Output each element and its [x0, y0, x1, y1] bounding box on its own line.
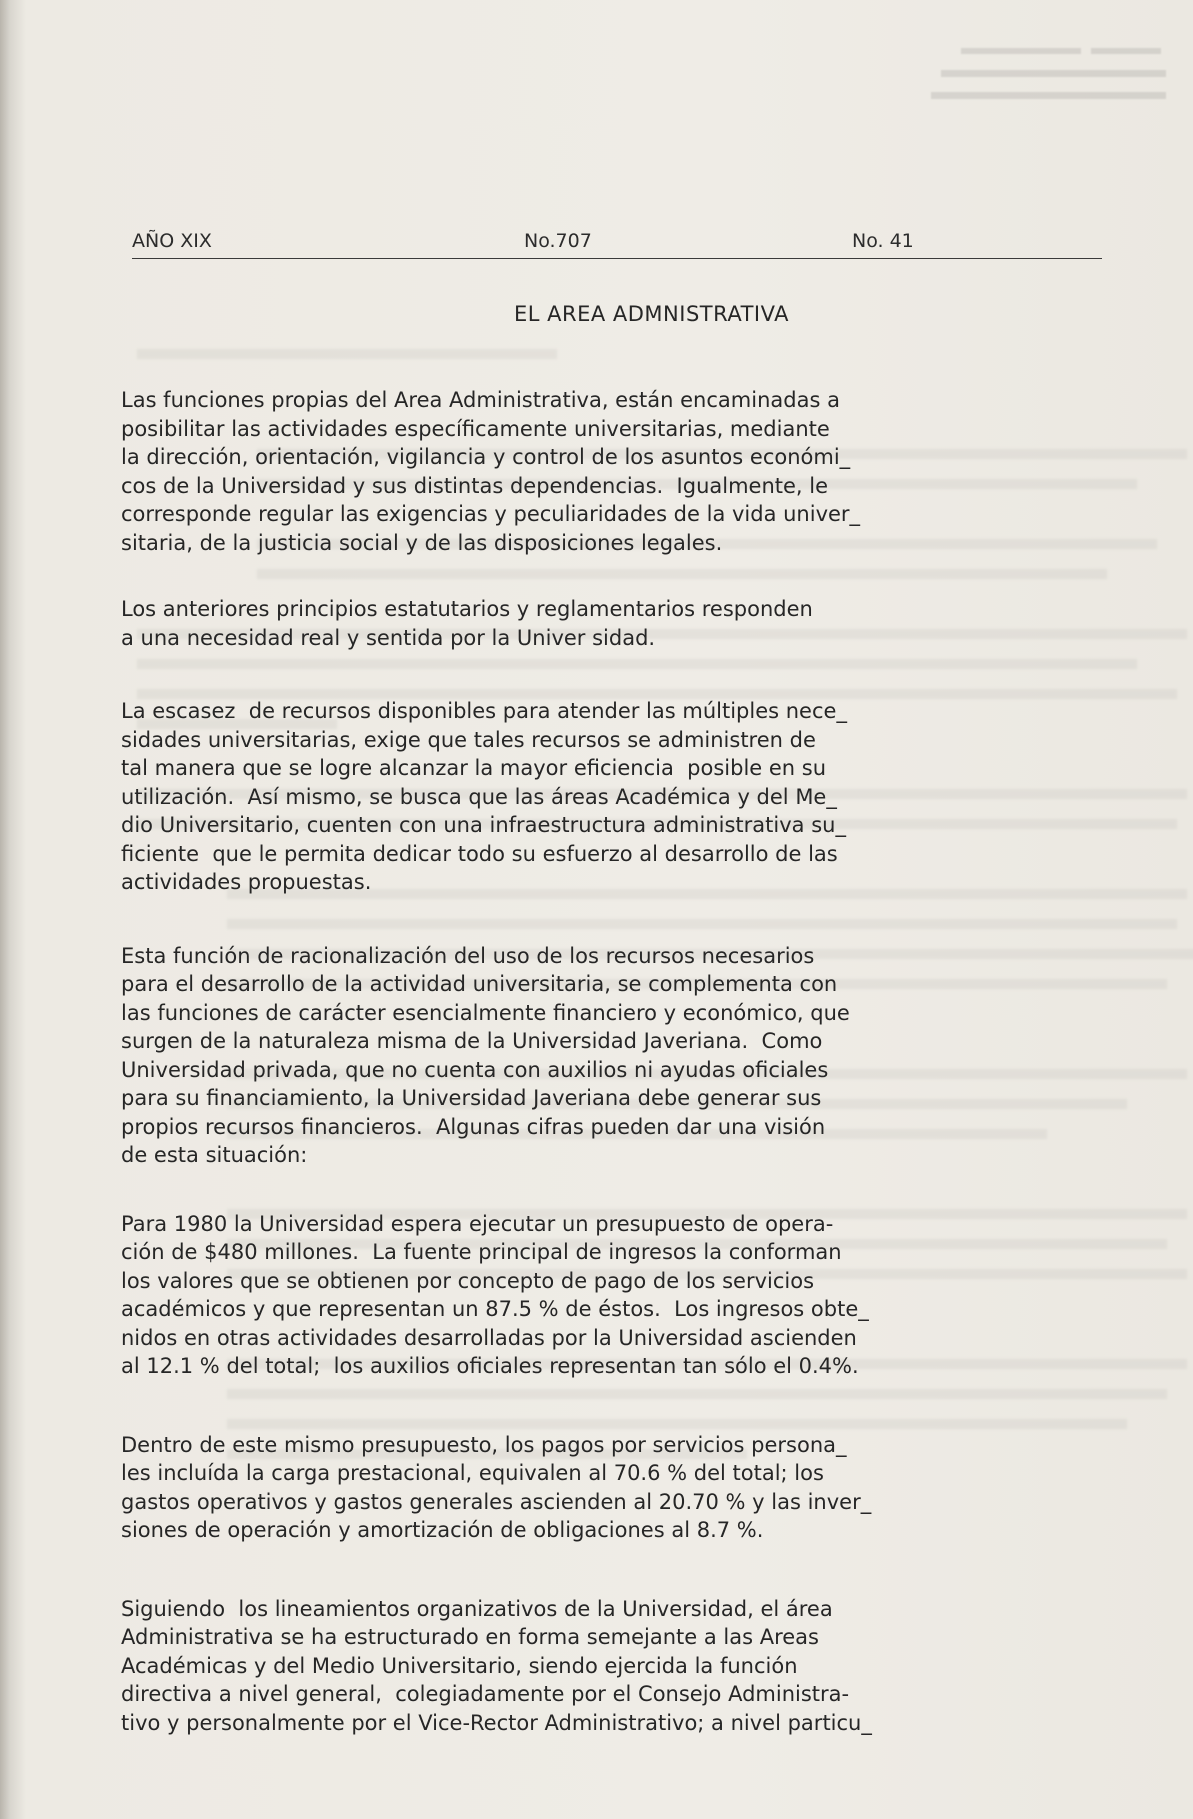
- document-body: [121, 386, 1021, 1737]
- paragraph: Los anteriores principios estatutarios y reglamentarios responden a una necesidad real y sentida por la Univer sidad.: [121, 597, 813, 650]
- paragraph: Para 1980 la Universidad espera ejecutar un presupuesto de opera- ción de $480 millones. La fuente principal de ingresos la conforman los valores que se obtienen por concepto de pago de los servicios académicos y que representan un 87.5 % de éstos. Los ingresos obte_ nidos en otras actividades desarrolladas por la Universidad ascienden al 12.1 % del total; los auxilios oficiales representan tan sólo el 0.4%.: [121, 1211, 869, 1378]
- paragraph: Siguiendo los lineamientos organizativos de la Universidad, el área Administrativa se ha estructurado en forma semejante a las Areas Académicas y del Medio Universitario, siendo ejercida la función directiva a nivel general, colegiadamente por el Consejo Administra- tivo y personalmente por el Vice-Rector Administrativo; a nivel particu_: [121, 1596, 872, 1735]
- stamp-marks: [891, 42, 1171, 112]
- page-header: [132, 228, 1102, 259]
- header-page-number: No. 41: [852, 230, 914, 252]
- paragraph: La escasez de recursos disponibles para atender las múltiples nece_ sidades universitarias, exige que tales recursos se administren de tal manera que se logre alcanzar la mayor eficiencia posible en su utilización. Así mismo, se busca que las áreas Académica y del Me_ dio Universitario, cuenten con una infraestructura administrativa su_ ficiente que le permita dedicar todo su esfuerzo al desarrollo de las actividades propuestas.: [121, 699, 847, 894]
- header-issue: No.707: [524, 230, 592, 252]
- paragraph: Esta función de racionalización del uso de los recursos necesarios para el desarrollo de la actividad universitaria, se complementa con las funciones de carácter esencialmente financiero y económico, que surgen de la naturaleza misma de la Universidad Javeriana. Como Universidad privada, que no cuenta con auxilios ni ayudas oficiales para su financiamiento, la Universidad Javeriana debe generar sus propios recursos financieros. Algunas cifras pueden dar una visión de esta situación:: [121, 943, 850, 1167]
- paragraph: Las funciones propias del Area Administrativa, están encaminadas a posibilitar las actividades específicamente universitarias, mediante la dirección, orientación, vigilancia y control de los asuntos económi_ cos de la Universidad y sus distintas dependencias. Igualmente, le corresponde regular las exigencias y peculiaridades de la vida univer_ sitaria, de la justicia social y de las disposiciones legales.: [121, 388, 861, 555]
- paragraph: Dentro de este mismo presupuesto, los pagos por servicios persona_ les incluída la carga prestacional, equivalen al 70.6 % del total; los gastos operativos y gastos generales ascienden al 20.70 % y las inver_ siones de operación y amortización de obligaciones al 8.7 %.: [121, 1432, 872, 1542]
- library-stamp-bleed: [891, 42, 1171, 119]
- document-title: EL AREA ADMNISTRATIVA: [513, 302, 789, 326]
- header-year: AÑO XIX: [132, 230, 212, 252]
